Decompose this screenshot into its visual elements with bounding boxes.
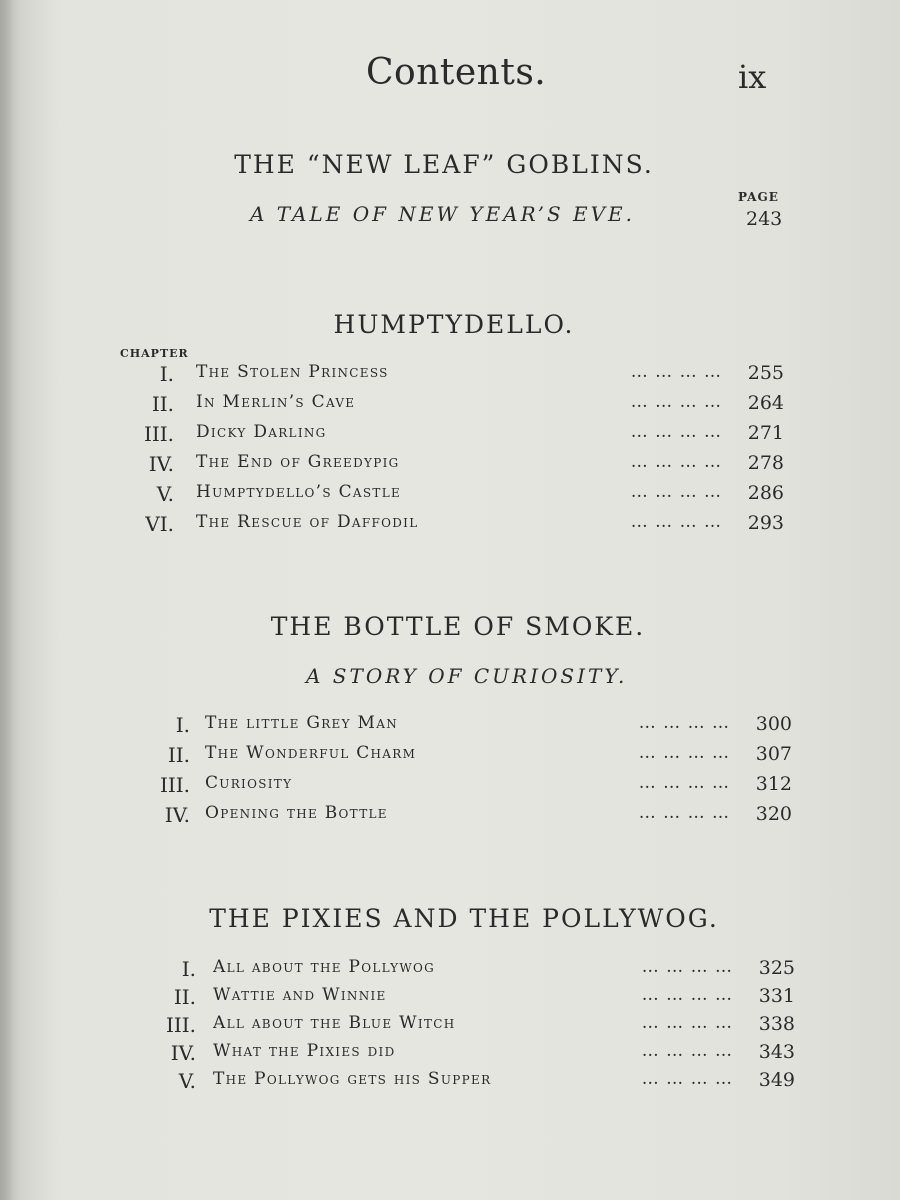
toc-entry — [0, 773, 900, 799]
chapter-numeral: V. — [178, 1069, 196, 1093]
chapter-numeral: I. — [175, 713, 190, 737]
chapter-numeral: III. — [165, 1013, 196, 1037]
toc-entry — [0, 957, 900, 983]
dot-leader: … … … … — [630, 392, 722, 412]
chapter-title: The Rescue of Daffodil — [196, 512, 419, 532]
chapter-page-number: 307 — [755, 743, 792, 765]
chapter-numeral: V. — [156, 482, 174, 506]
chapter-numeral: IV. — [170, 1041, 196, 1065]
section-title-humptydello: HUMPTYDELLO. — [333, 310, 575, 339]
chapter-numeral: VI. — [145, 512, 174, 536]
chapter-title: The End of Greedypig — [196, 452, 400, 472]
dot-leader: … … … … — [641, 1069, 733, 1089]
chapter-page-number: 349 — [758, 1069, 795, 1091]
toc-entry — [0, 422, 900, 448]
section-title-new-leaf-goblins: THE “NEW LEAF” GOBLINS. — [234, 150, 654, 179]
chapter-page-number: 300 — [755, 713, 792, 735]
section-subtitle-new-leaf-goblins: A TALE OF NEW YEAR’S EVE. — [250, 202, 635, 226]
page-label: PAGE — [738, 190, 779, 204]
dot-leader: … … … … — [630, 512, 722, 532]
toc-entry — [0, 985, 900, 1011]
chapter-page-number: 312 — [755, 773, 792, 795]
section-subtitle-bottle-of-smoke: A STORY OF CURIOSITY. — [306, 664, 628, 688]
chapter-title: The Pollywog gets his Supper — [213, 1069, 492, 1089]
dot-leader: … … … … — [638, 803, 730, 823]
section-title-bottle-of-smoke: THE BOTTLE OF SMOKE. — [270, 612, 646, 641]
toc-entry — [0, 1041, 900, 1067]
chapter-numeral: III. — [143, 422, 174, 446]
toc-entry — [0, 743, 900, 769]
chapter-page-number: 255 — [747, 362, 784, 384]
toc-entry — [0, 482, 900, 508]
chapter-numeral: II. — [173, 985, 196, 1009]
chapter-page-number: 343 — [758, 1041, 795, 1063]
dot-leader: … … … … — [641, 985, 733, 1005]
dot-leader: … … … … — [641, 957, 733, 977]
chapter-title: All about the Pollywog — [213, 957, 436, 977]
chapter-title: The little Grey Man — [205, 713, 399, 733]
chapter-title: What the Pixies did — [213, 1041, 396, 1061]
toc-entry — [0, 362, 900, 388]
chapter-title: Dicky Darling — [196, 422, 327, 442]
chapter-title: In Merlin’s Cave — [196, 392, 356, 412]
toc-entry — [0, 713, 900, 739]
chapter-numeral: I. — [181, 957, 196, 981]
toc-entry — [0, 1013, 900, 1039]
chapter-title: The Stolen Princess — [196, 362, 389, 382]
page-folio: ix — [738, 58, 767, 96]
chapter-numeral: II. — [151, 392, 174, 416]
dot-leader: … … … … — [630, 362, 722, 382]
section-title-pixies-and-pollywog: THE PIXIES AND THE POLLYWOG. — [209, 904, 719, 933]
toc-entry — [0, 452, 900, 478]
chapter-title: Humptydello’s Castle — [196, 482, 402, 502]
chapter-page-number: 286 — [747, 482, 784, 504]
chapter-title: Wattie and Winnie — [213, 985, 387, 1005]
toc-entry — [0, 803, 900, 829]
chapter-numeral: III. — [159, 773, 190, 797]
chapter-page-number: 271 — [747, 422, 784, 444]
chapter-page-number: 331 — [758, 985, 795, 1007]
chapter-numeral: IV. — [164, 803, 190, 827]
dot-leader: … … … … — [641, 1041, 733, 1061]
chapter-label: CHAPTER — [120, 347, 189, 360]
dot-leader: … … … … — [630, 452, 722, 472]
chapter-title: Curiosity — [205, 773, 293, 793]
toc-entry — [0, 392, 900, 418]
dot-leader: … … … … — [638, 743, 730, 763]
toc-entry — [0, 1069, 900, 1095]
chapter-title: Opening the Bottle — [205, 803, 388, 823]
dot-leader: … … … … — [641, 1013, 733, 1033]
chapter-numeral: IV. — [148, 452, 174, 476]
dot-leader: … … … … — [638, 713, 730, 733]
running-head: Contents. — [366, 52, 547, 93]
chapter-page-number: 338 — [758, 1013, 795, 1035]
dot-leader: … … … … — [630, 482, 722, 502]
chapter-page-number: 278 — [747, 452, 784, 474]
chapter-page-number: 325 — [758, 957, 795, 979]
dot-leader: … … … … — [630, 422, 722, 442]
chapter-page-number: 293 — [747, 512, 784, 534]
section-page-new-leaf-goblins: 243 — [746, 208, 783, 230]
dot-leader: … … … … — [638, 773, 730, 793]
chapter-numeral: I. — [159, 362, 174, 386]
toc-entry — [0, 512, 900, 538]
chapter-page-number: 320 — [755, 803, 792, 825]
chapter-numeral: II. — [167, 743, 190, 767]
chapter-page-number: 264 — [747, 392, 784, 414]
chapter-title: The Wonderful Charm — [205, 743, 417, 763]
chapter-title: All about the Blue Witch — [213, 1013, 456, 1033]
